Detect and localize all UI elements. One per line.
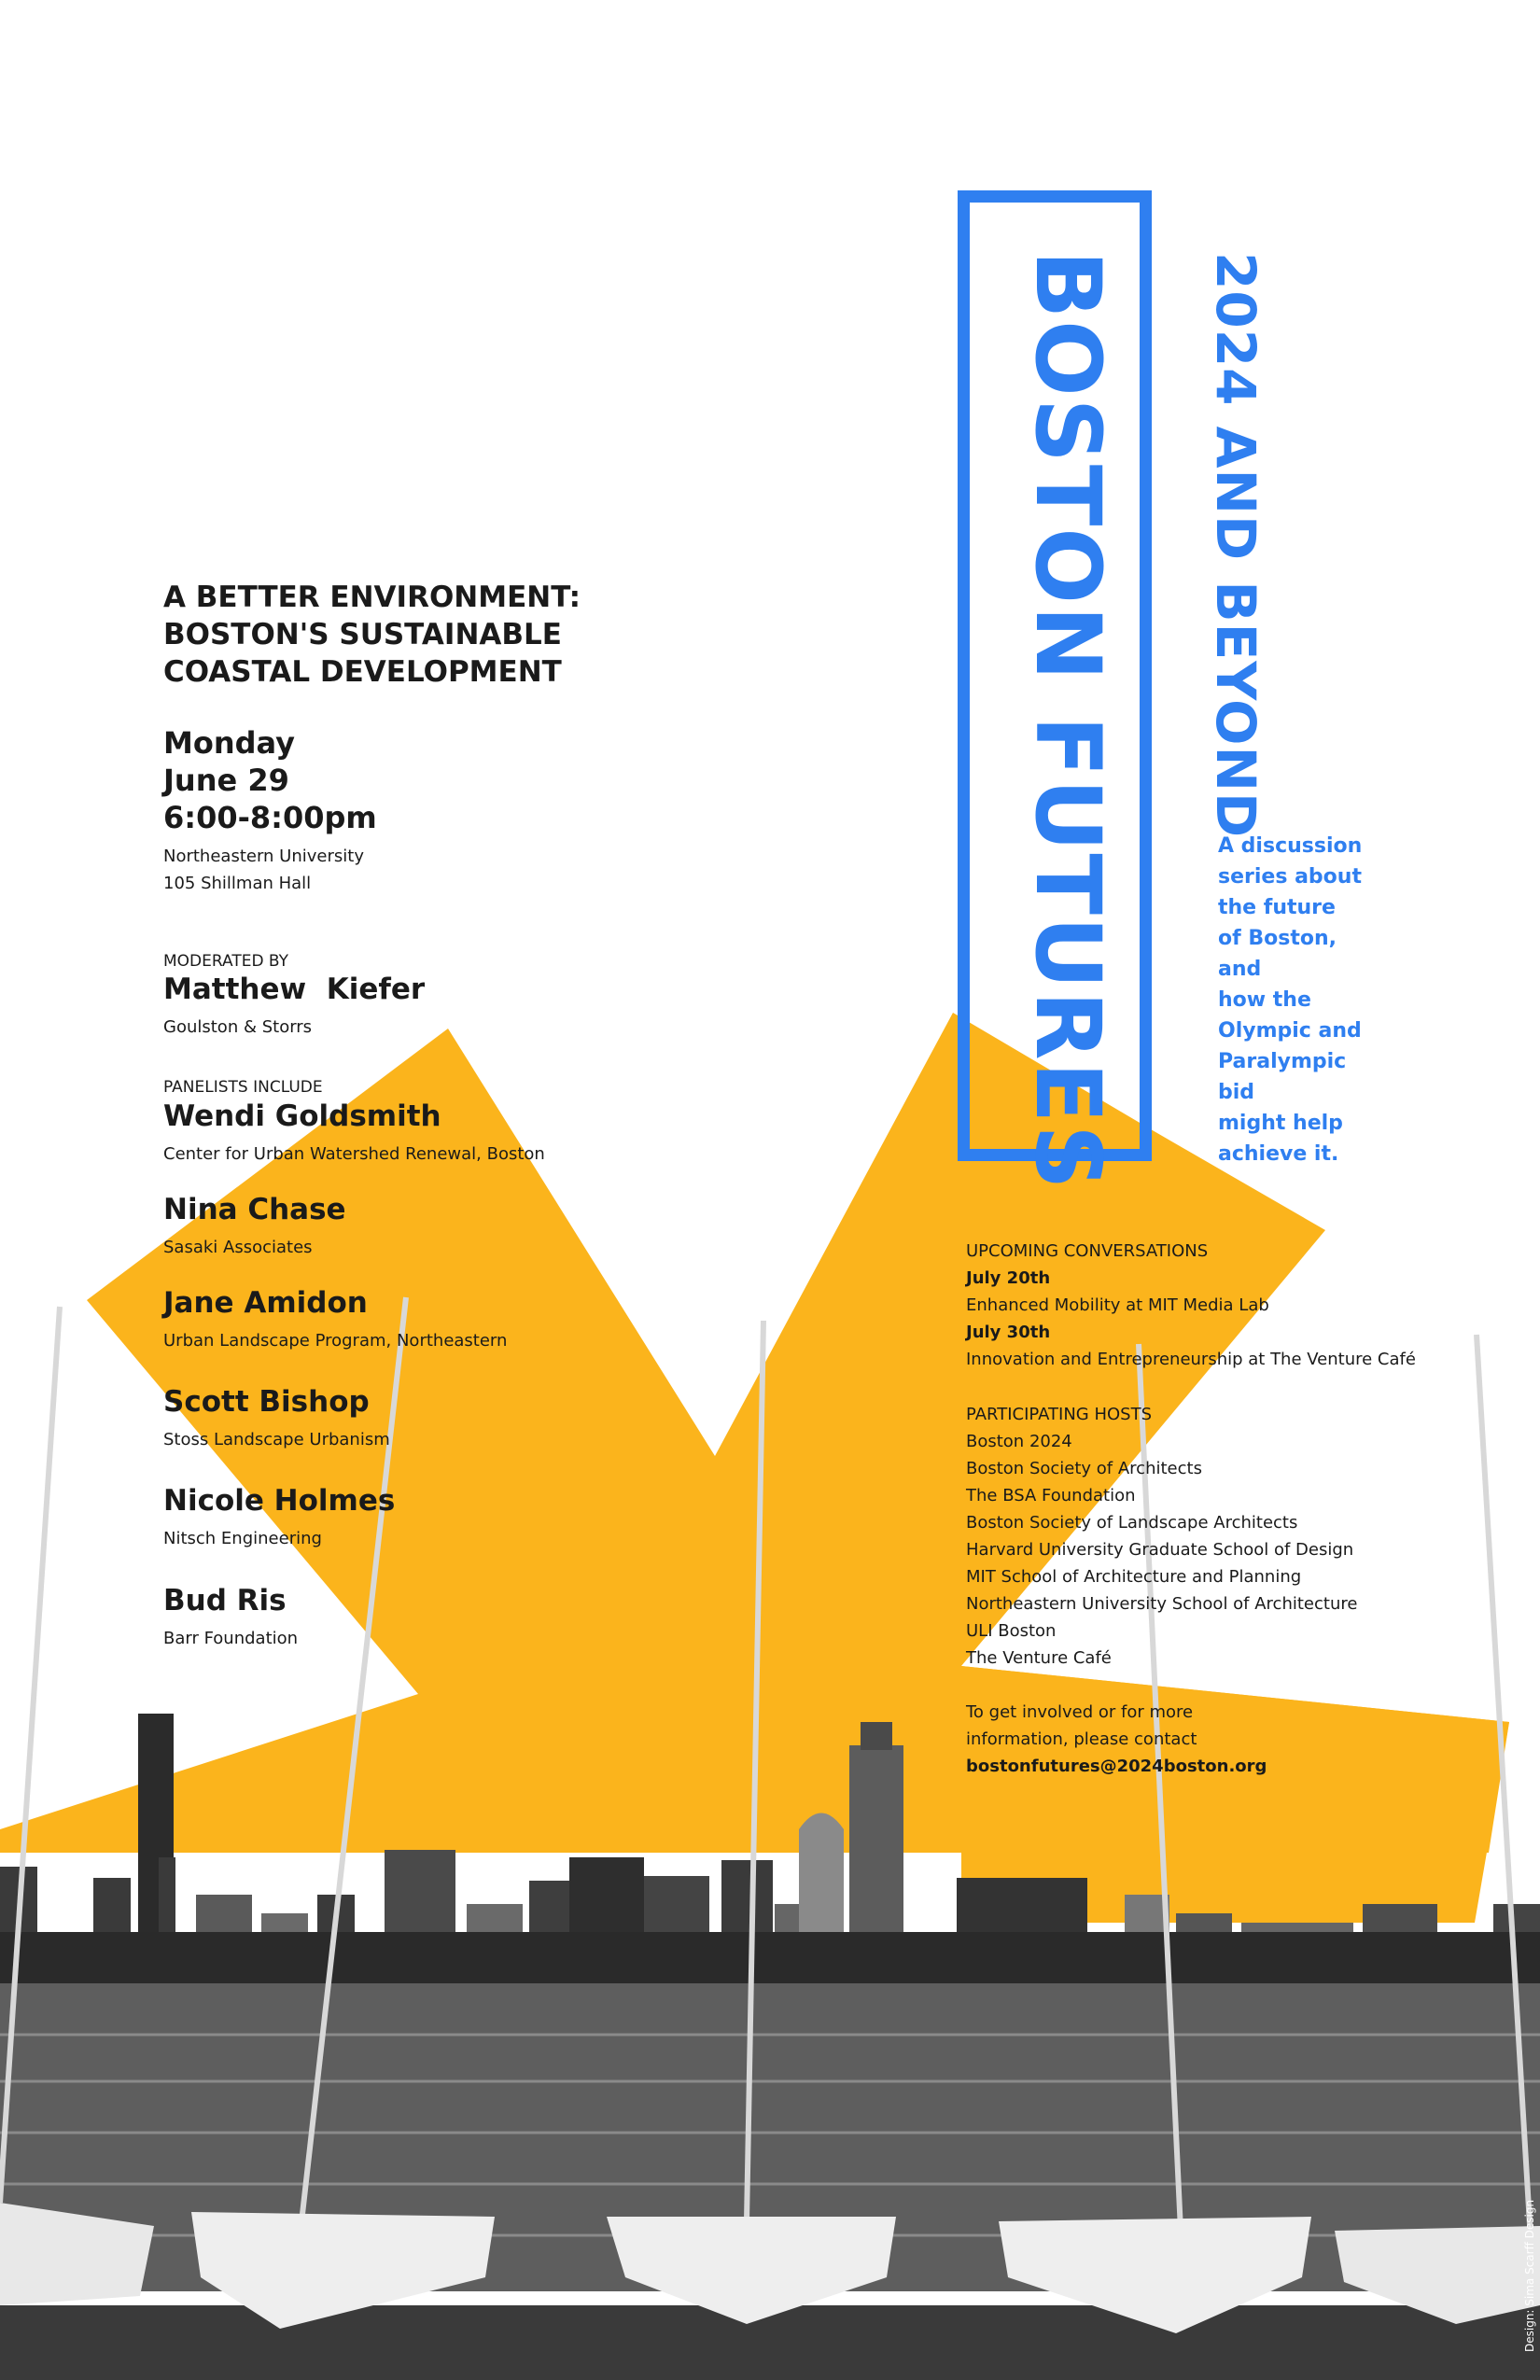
- upcoming-date: July 20th: [966, 1268, 1051, 1288]
- tagline-line: bid: [1218, 1081, 1255, 1104]
- panelist-affiliation: Barr Foundation: [163, 1629, 299, 1648]
- tagline-line: Paralympic: [1218, 1050, 1347, 1073]
- panelist-name: Wendi Goldsmith: [163, 1099, 441, 1133]
- tree-line: [0, 1932, 1540, 1988]
- host-item: Boston Society of Landscape Architects: [966, 1513, 1298, 1533]
- moderator-label: MODERATED BY: [163, 952, 289, 971]
- event-datetime: [163, 724, 377, 836]
- upcoming-desc: Enhanced Mobility at MIT Media Lab: [966, 1295, 1269, 1315]
- page-title: BOSTON FUTURES: [1015, 250, 1120, 1192]
- panelist-name: Nina Chase: [163, 1193, 346, 1226]
- tagline-line: Olympic and: [1218, 1019, 1362, 1043]
- design-credit: Design: Sima Scarff Design: [1523, 2199, 1536, 2352]
- panelist-affiliation: Sasaki Associates: [163, 1238, 313, 1257]
- tagline-line: the future: [1218, 896, 1336, 919]
- panelist-affiliation: Stoss Landscape Urbanism: [163, 1430, 390, 1449]
- host-item: Harvard University Graduate School of Design: [966, 1540, 1354, 1560]
- tagline-line: might help: [1218, 1112, 1343, 1135]
- panelist-affiliation: Nitsch Engineering: [163, 1529, 322, 1548]
- host-item: Boston 2024: [966, 1432, 1072, 1451]
- host-item: Northeastern University School of Architecture: [966, 1594, 1358, 1614]
- event-date: June 29: [163, 763, 289, 798]
- page-subtitle: 2024 AND BEYOND: [1204, 252, 1267, 839]
- host-item: ULI Boston: [966, 1621, 1057, 1641]
- dock: [0, 2305, 1540, 2380]
- panelist-name: Jane Amidon: [163, 1286, 368, 1320]
- event-title-line: BOSTON'S SUSTAINABLE: [163, 618, 562, 651]
- tagline-line: A discussion: [1218, 834, 1363, 858]
- event-time: 6:00-8:00pm: [163, 800, 377, 835]
- tagline-line: series about: [1218, 865, 1362, 889]
- tagline-line: how the: [1218, 988, 1311, 1012]
- upcoming-date: July 30th: [966, 1323, 1051, 1342]
- upcoming-section: [966, 1238, 1416, 1373]
- hosts-label: PARTICIPATING HOSTS: [966, 1405, 1153, 1424]
- upcoming-label: UPCOMING CONVERSATIONS: [966, 1241, 1209, 1261]
- host-item: Boston Society of Architects: [966, 1459, 1202, 1478]
- contact-line: information, please contact: [966, 1729, 1197, 1749]
- contact-email-link[interactable]: bostonfutures@2024boston.org: [966, 1757, 1267, 1776]
- host-item: The Venture Café: [966, 1648, 1112, 1668]
- moderator-name: Matthew Kiefer: [163, 973, 426, 1006]
- host-item: The BSA Foundation: [966, 1486, 1136, 1505]
- host-item: MIT School of Architecture and Planning: [966, 1567, 1302, 1587]
- event-title: [163, 579, 581, 691]
- panelist-affiliation: Center for Urban Watershed Renewal, Boston: [163, 1144, 545, 1164]
- moderator-affiliation: Goulston & Storrs: [163, 1017, 313, 1037]
- panelists-label: PANELISTS INCLUDE: [163, 1078, 323, 1097]
- panelist-affiliation: Urban Landscape Program, Northeastern: [163, 1331, 508, 1351]
- event-room: 105 Shillman Hall: [163, 874, 312, 893]
- event-title-line: A BETTER ENVIRONMENT:: [163, 581, 581, 614]
- panelist-name: Scott Bishop: [163, 1385, 370, 1419]
- contact-line: To get involved or for more: [966, 1702, 1194, 1722]
- tagline: [1218, 831, 1386, 1169]
- panelist-name: Bud Ris: [163, 1584, 287, 1617]
- contact-section: [966, 1699, 1267, 1780]
- tagline-line: achieve it.: [1218, 1142, 1339, 1166]
- event-day: Monday: [163, 725, 295, 761]
- tagline-line: of Boston,: [1218, 927, 1337, 950]
- event-venue: Northeastern University: [163, 847, 364, 866]
- hosts-section: [966, 1401, 1357, 1672]
- upcoming-desc: Innovation and Entrepreneurship at The Venture Café: [966, 1350, 1416, 1369]
- event-title-line: COASTAL DEVELOPMENT: [163, 655, 562, 689]
- tagline-line: and: [1218, 958, 1262, 981]
- panelist-name: Nicole Holmes: [163, 1484, 396, 1518]
